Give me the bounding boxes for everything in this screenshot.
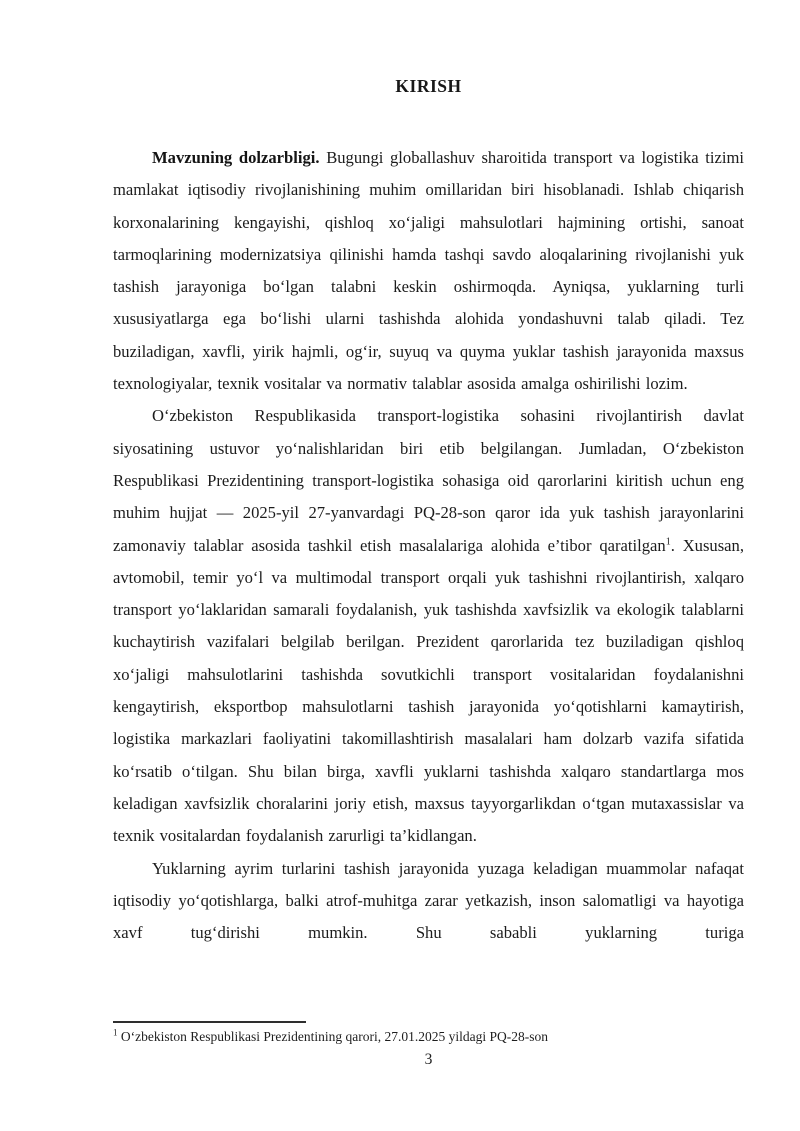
footnote-marker: 1 [113,1027,118,1038]
footnote-body: O‘zbekiston Respublikasi Prezidentining qarori, 27.01.2025 yildagi PQ-28-son [117,1029,548,1044]
paragraph-1-text: Bugungi globallashuv sharoitida transport va logistika tizimi mamlakat iqtisodiy rivojlanishining muhim omillaridan biri hisoblanadi. Ishlab chiqarish korxonalarining kengayishi, qishloq xo‘jaligi mahsulotlari hajmining ortishi, sanoat tarmoqlarining modernizatsiya qilinishi hamda tashqi savdo aloqalarining rivojlanishi yuk tashish jarayoniga bo‘lgan talabni keskin oshirmoqda. Ayniqsa, yuklarning turli xususiyatlarga ega bo‘lishi ularni tashishda alohida yondashuvni talab qiladi. Tez buziladigan, xavfli, yirik hajmli, og‘ir, suyuq va quyma yuklar tashish jarayonida maxsus texnologiyalar, texnik vositalar va normativ talablar asosida amalga oshirilishi lozim. [113,148,745,394]
page-title: KIRISH [395,76,462,96]
footnote-section [113,1021,744,1046]
footnote-text [113,1028,744,1046]
paragraph-3 [113,853,744,950]
paragraph-3-text: Yuklarning ayrim turlarini tashish jarayonida yuzaga keladigan muammolar nafaqat iqtisodiy yo‘qotishlarga, balki atrof-muhitga zarar yetkazish, inson salomatligi va hayotiga xavf tug‘dirishi mumkin. Shu sababli yuklarning turiga [113,858,744,943]
paragraph-2 [113,400,744,852]
paragraph-1 [113,142,744,400]
page-number: 3 [424,1051,433,1068]
footnote-separator [113,1021,306,1023]
paragraph-2-text-after-ref: . Xususan, avtomobil, temir yo‘l va multimodal transport orqali yuk tashishni rivojlantirish, xalqaro transport yo‘laklaridan samarali foydalanish, yuk tashishda xavfsizlik va ekologik talablarni kuchaytirish vazifalari belgilab berilgan. Prezident qarorlarida tez buziladigan qishloq xo‘jaligi mahsulotlarini tashishda sovutkichli transport vositalaridan foydalanishni kengaytirish, eksportbop mahsulotlarni tashish jarayonida yo‘qotishlarni kamaytirish, logistika markazlari faoliyatini takomillashtirish masalalari ham dolzarb vazifa sifatida ko‘rsatib o‘tilgan. Shu bilan birga, xavfli yuklarni tashishda xalqaro standartlarga mos keladigan xavfsizlik choralarini joriy etish, maxsus tayyorgarlikdan o‘tgan mutaxassislar va texnik vositalardan foydalanish zarurligi ta’kidlangan. [113,535,744,846]
paragraph-2-text-before-ref: O‘zbekiston Respublikasida transport-logistika sohasini rivojlantirish davlat siyosatining ustuvor yo‘nalishlaridan biri etib belgilangan. Jumladan, O‘zbekiston Respublikasi Prezidentining transport-logistika sohasiga oid qarorlarini kiritish uchun eng muhim hujjat — 2025-yil 27-yanvardagi PQ-28-son qaror ida yuk tashish jarayonlarini zamonaviy talablar asosida tashkil etish masalalariga alohida e’tibor qaratilgan [113,406,744,555]
footnote-ref-marker: 1 [665,536,671,548]
paragraph-1-lead-bold: Mavzuning dolzarbligi. [152,148,320,167]
page-content [113,76,744,949]
